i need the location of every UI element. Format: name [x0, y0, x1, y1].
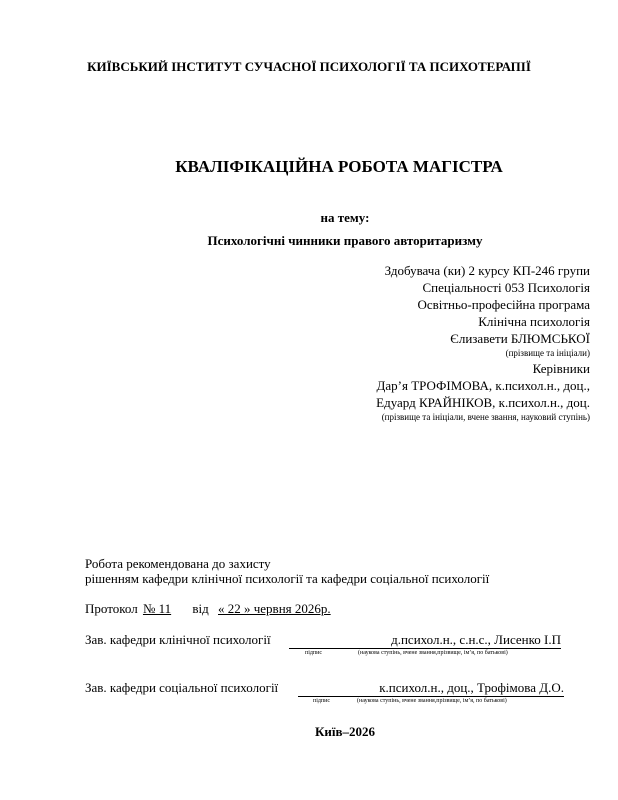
author-block [270, 262, 590, 424]
head-1-signature-line [289, 632, 561, 649]
city-year: Київ–2026 [314, 724, 376, 739]
institute-name: КИЇВСЬКИЙ ІНСТИТУТ СУЧАСНОЇ ПСИХОЛОГІЇ ТА ПСИХОТЕРАПІЇ [87, 59, 531, 74]
head-1-value: д.психол.н., с.н.с., Лисенко І.П [391, 632, 561, 647]
head-1-label: Зав. кафедри клінічної психології [85, 632, 271, 647]
supervisors-note: (прізвище та ініціали, вчене звання, науковий ступінь) [381, 412, 590, 422]
author-name: Єлизавети БЛЮМСЬКОЇ [450, 331, 590, 346]
author-program: Освітньо-професійна програма [417, 297, 590, 312]
head-2-signature-line [298, 680, 564, 697]
protocol-date: « 22 » червня 2026р. [218, 601, 331, 616]
protocol-from: від [192, 601, 209, 616]
head-2-name-caption: (наукова ступінь, вчене звання,прізвище, ім’я, по батькові) [357, 698, 507, 704]
head-2-value: к.психол.н., доц., Трофімова Д.О. [379, 680, 564, 695]
author-specialty: Спеціальності 053 Психологія [422, 280, 590, 295]
head-2-label: Зав. кафедри соціальної психології [85, 680, 279, 695]
supervisor-2: Едуард КРАЙНІКОВ, к.психол.н., доц. [376, 395, 590, 410]
author-name-note: (прізвище та ініціали) [505, 348, 590, 358]
head-1-name-caption: (наукова ступінь, вчене звання,прізвище, ім’я, по батькові) [358, 650, 508, 656]
supervisors-label: Керівники [532, 361, 590, 376]
recommendation-line-1: Робота рекомендована до захисту [85, 556, 271, 571]
author-course: Здобувача (ки) 2 курсу КП-246 групи [384, 263, 590, 278]
supervisor-1: Дар’я ТРОФІМОВА, к.психол.н., доц., [376, 378, 590, 393]
head-1-sign-caption: підпис [305, 650, 323, 656]
author-program-name: Клінічна психологія [478, 314, 590, 329]
protocol-number: № 11 [142, 601, 172, 616]
topic-title: Психологічні чинники правого авторитаризму [207, 233, 483, 248]
work-type-title: КВАЛІФІКАЦІЙНА РОБОТА МАГІСТРА [175, 157, 503, 176]
protocol-label: Протокол [85, 601, 138, 616]
topic-label: на тему: [320, 210, 370, 225]
protocol-line [85, 601, 331, 617]
head-2-sign-caption: підпис [313, 698, 331, 704]
recommendation-line-2: рішенням кафедри клінічної психології та кафедри соціальної психології [85, 571, 490, 586]
